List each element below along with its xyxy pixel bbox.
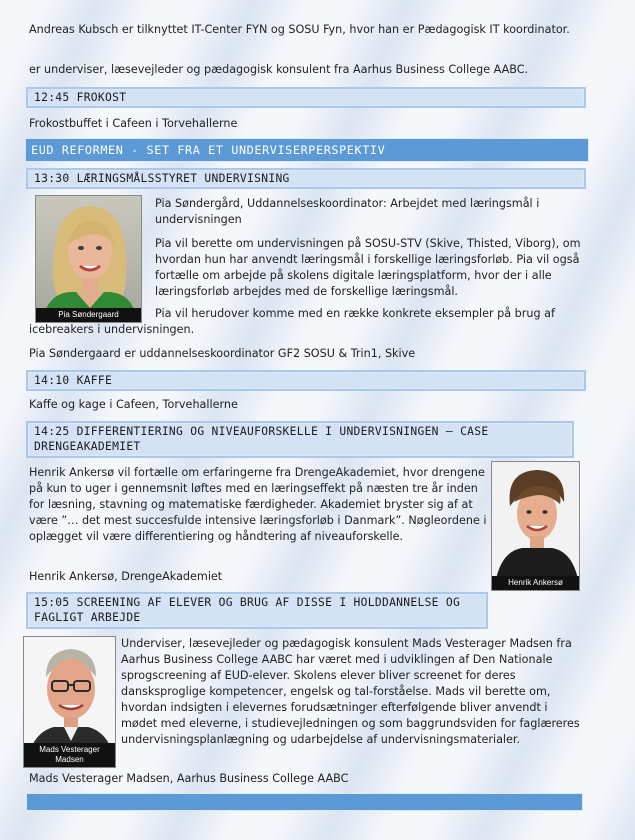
session1-paragraph-1: Pia Søndergård, Uddannelseskoordinator: Arbejdet med læringsmål i undervisningen	[155, 197, 540, 226]
kaffe-heading: 14:10 KAFFE	[26, 370, 586, 391]
frokost-heading: 12:45 FROKOST	[26, 87, 586, 108]
section-heading: EUD REFORMEN - SET FRA ET UNDERVISERPERSPEKTIV	[25, 138, 589, 162]
intro-paragraph-2: er underviser, læsevejleder og pædagogisk konsulent fra Aarhus Business College AABC.	[29, 63, 529, 76]
session3-paragraph-1: Underviser, læsevejleder og pædagogisk konsulent Mads Vesterager Madsen fra Aarhus Business College AABC har været med i udviklingen af Den Nationale sprogscreening af EUD-elever. Skolens elever bliver screenet for deres dansksproglige kompetencer, engelsk og tal-forståelse. Mads vil berette om, hvordan indsigten i elevernes forudsætninger efterfølgende bliver anvendt i mødet med eleverne, i studievejledningen og som baggrundsviden for faglæreres undervisningsplanlægning og udarbejdelse af undervisningsmaterialer.	[121, 637, 580, 746]
portrait-image	[36, 196, 142, 323]
session3-heading: 15:05 SCREENING AF ELEVER OG BRUG AF DISSE I HOLDDANNELSE OG FAGLIGT ARBEJDE	[26, 592, 488, 629]
session1-paragraph-3: Pia vil herudover komme med en række konkrete eksempler på brug af icebreakers i undervisningen.	[29, 307, 555, 336]
footer-bar	[26, 793, 583, 811]
session1-heading: 13:30 LÆRINGSMÅLSSTYRET UNDERVISNING	[26, 168, 586, 189]
henrik-photo	[491, 461, 580, 591]
session1-paragraph-2: Pia vil berette om undervisningen på SOSU-STV (Skive, Thisted, Viborg), om hvordan hun har anvendt læringsmål i forskellige læringsforløb. Pia vil også fortælle om arbejde på skolens digitale læringsplatform, hvor der i alle læringsforløb arbejdes med de forskellige læringsmål.	[155, 237, 581, 298]
portrait-image	[492, 462, 580, 591]
mads-photo-caption: Mads Vesterager Madsen	[24, 743, 115, 767]
pia-photo	[35, 195, 142, 323]
session1-paragraph-4: Pia Søndergaard er uddannelseskoordinator GF2 SOSU & Trin1, Skive	[29, 347, 416, 360]
frokost-text: Frokostbuffet i Cafeen i Torvehallerne	[29, 117, 238, 130]
mads-photo	[23, 636, 116, 768]
henrik-photo-caption: Henrik Ankersø	[492, 576, 579, 590]
pia-photo-caption: Pia Søndergaard	[36, 308, 141, 322]
session2-heading: 14:25 DIFFERENTIERING OG NIVEAUFORSKELLE I UNDERVISNINGEN – CASE DRENGEAKADEMIET	[26, 421, 574, 458]
intro-paragraph-1: Andreas Kubsch er tilknyttet IT-Center FYN og SOSU Fyn, hvor han er Pædagogisk IT koordinator.	[29, 23, 570, 36]
session3-paragraph-2: Mads Vesterager Madsen, Aarhus Business College AABC	[29, 772, 349, 785]
kaffe-text: Kaffe og kage i Cafeen, Torvehallerne	[29, 398, 238, 411]
session2-paragraph-1: Henrik Ankersø vil fortælle om erfaringerne fra DrengeAkademiet, hvor drengene på kun to uger i gennemsnit løftes med en læringseffekt på næsten tre år inden for læsning, stavning og matematiske færdigheder. Akademiet bryster sig af at være ”… det mest succesfulde intensive læringsforløb i Danmark”. Nøgleordene i oplægget vil være differentiering og håndtering af niveauforskelle.	[29, 466, 487, 543]
session2-paragraph-2: Henrik Ankersø, DrengeAkademiet	[29, 570, 223, 583]
